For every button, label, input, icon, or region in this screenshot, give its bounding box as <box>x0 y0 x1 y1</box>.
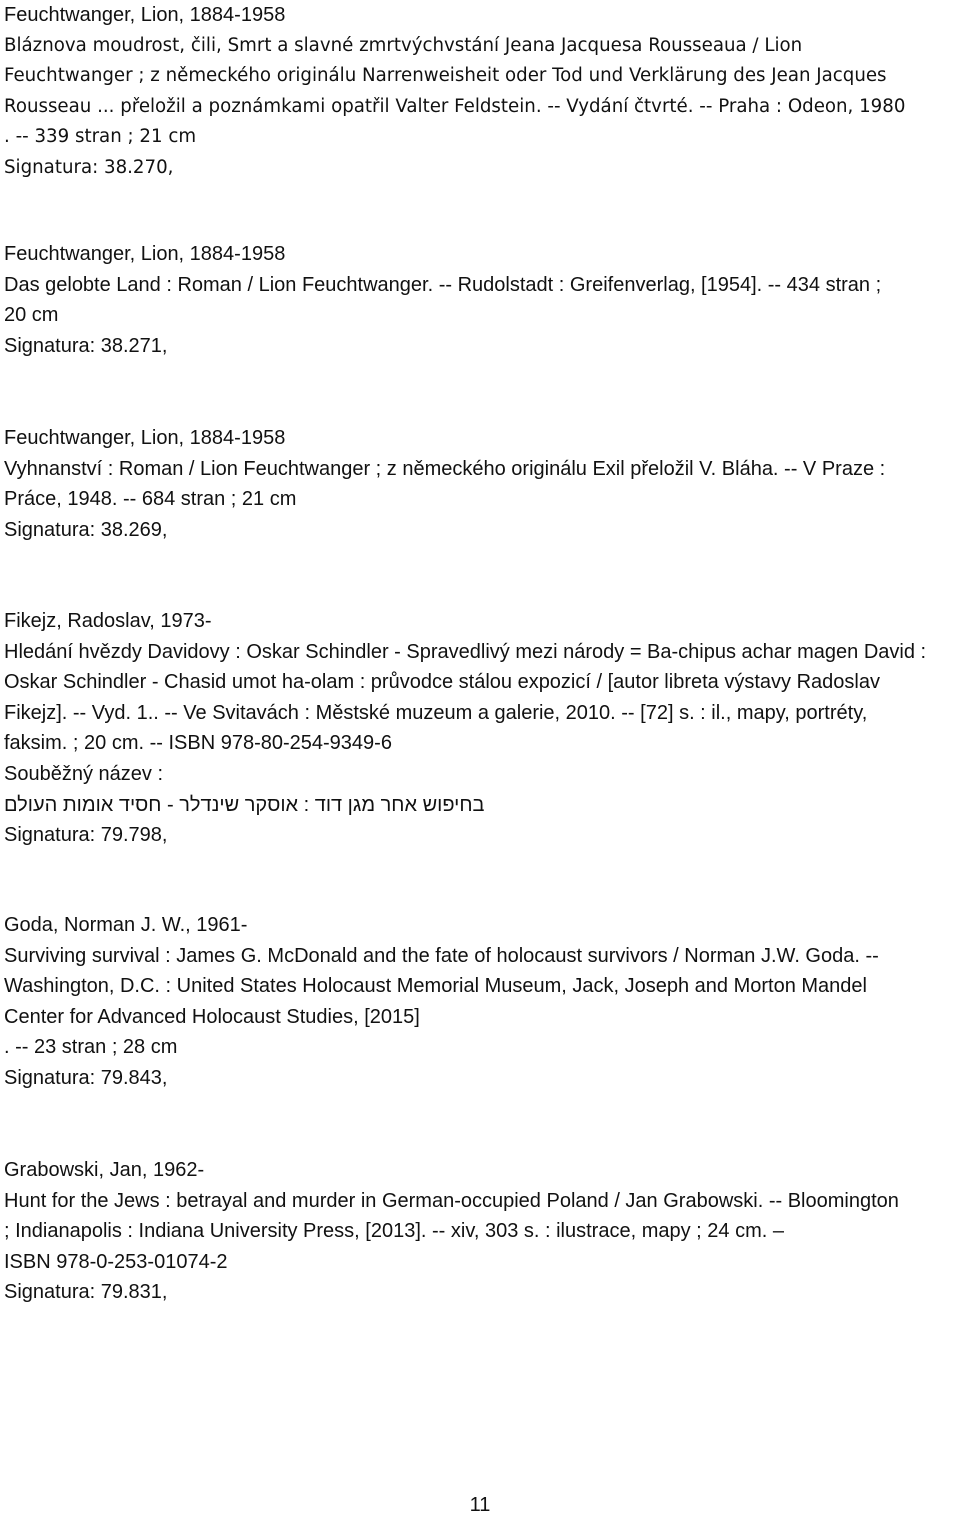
entry-text-line: faksim. ; 20 cm. -- ISBN 978-80-254-9349-6 <box>4 732 392 755</box>
entry-author: Feuchtwanger, Lion, 1884-1958 <box>4 4 286 26</box>
entry-text-line: Das gelobte Land : Roman / Lion Feuchtwanger. -- Rudolstadt : Greifenverlag, [1954]. -- 434 stran ; <box>4 273 882 296</box>
entry-text-line: . -- 23 stran ; 28 cm <box>4 1036 178 1059</box>
entry-text-line: . -- 339 stran ; 21 cm <box>4 126 197 148</box>
entry-text-line: Vyhnanství : Roman / Lion Feuchtwanger ; z německého originálu Exil přeložil V. Bláha. -- V Praze : <box>4 457 886 480</box>
catalog-entry <box>4 0 956 184</box>
entry-text-line: ISBN 978-0-253-01074-2 <box>4 1250 228 1273</box>
catalog-entry <box>4 606 956 851</box>
entry-author: Grabowski, Jan, 1962- <box>4 1159 205 1181</box>
entry-signature: Signatura: 79.843, <box>4 1066 168 1089</box>
entry-parallel-title-label: Souběžný název : <box>4 762 163 785</box>
catalog-entry <box>4 1155 956 1308</box>
entry-signature: Signatura: 79.831, <box>4 1281 168 1304</box>
entry-author: Feuchtwanger, Lion, 1884-1958 <box>4 427 286 449</box>
catalog-entry <box>4 910 956 1094</box>
entry-author: Fikejz, Radoslav, 1973- <box>4 610 212 632</box>
page-number: 11 <box>469 1494 491 1516</box>
entry-signature: Signatura: 38.269, <box>4 518 168 541</box>
entry-text-line: Bláznova moudrost, čili, Smrt a slavné zmrtvýchvstání Jeana Jacquesa Rousseaua / Lion <box>4 34 803 56</box>
entry-text-line: Center for Advanced Holocaust Studies, [2015] <box>4 1005 420 1028</box>
entry-text-line: Rousseau ... přeložil a poznámkami opatřil Valter Feldstein. -- Vydání čtvrté. -- Praha : Odeon, 1980 <box>4 95 906 117</box>
catalog-entry <box>4 239 956 361</box>
entry-author: Feuchtwanger, Lion, 1884-1958 <box>4 243 286 265</box>
entry-text-line: Fikejz]. -- Vyd. 1.. -- Ve Svitavách : Městské muzeum a galerie, 2010. -- [72] s. : il., mapy, portréty, <box>4 701 868 724</box>
entry-text-line: Hunt for the Jews : betrayal and murder in German-occupied Poland / Jan Grabowski. -- Bloomington <box>4 1189 899 1212</box>
entry-hebrew-title: בחיפוש אחר מגן דוד : אוסקר שינדלר - חסיד אומות העולם <box>4 793 485 816</box>
entry-text-line: ; Indianapolis : Indiana University Press, [2013]. -- xiv, 303 s. : ilustrace, mapy ; 24 cm. – <box>4 1220 784 1243</box>
catalog-entry <box>4 423 956 545</box>
entry-signature: Signatura: 38.270, <box>4 156 174 178</box>
entry-text-line: Surviving survival : James G. McDonald and the fate of holocaust survivors / Norman J.W. Goda. -- <box>4 944 879 967</box>
entry-signature: Signatura: 79.798, <box>4 824 168 847</box>
entry-signature: Signatura: 38.271, <box>4 334 168 357</box>
entry-author: Goda, Norman J. W., 1961- <box>4 914 248 936</box>
entry-text-line: Hledání hvězdy Davidovy : Oskar Schindler - Spravedlivý mezi národy = Ba-chipus achar magen David : <box>4 640 927 663</box>
entry-text-line: Washington, D.C. : United States Holocaust Memorial Museum, Jack, Joseph and Morton Mandel <box>4 975 867 998</box>
entry-text-line: 20 cm <box>4 304 59 327</box>
entry-text-line: Oskar Schindler - Chasid umot ha-olam : průvodce stálou expozicí / [autor libreta výstavy Radoslav <box>4 671 880 694</box>
entry-text-line: Feuchtwanger ; z německého originálu Narrenweisheit oder Tod und Verklärung des Jean Jacques <box>4 65 887 87</box>
entry-text-line: Práce, 1948. -- 684 stran ; 21 cm <box>4 488 297 511</box>
